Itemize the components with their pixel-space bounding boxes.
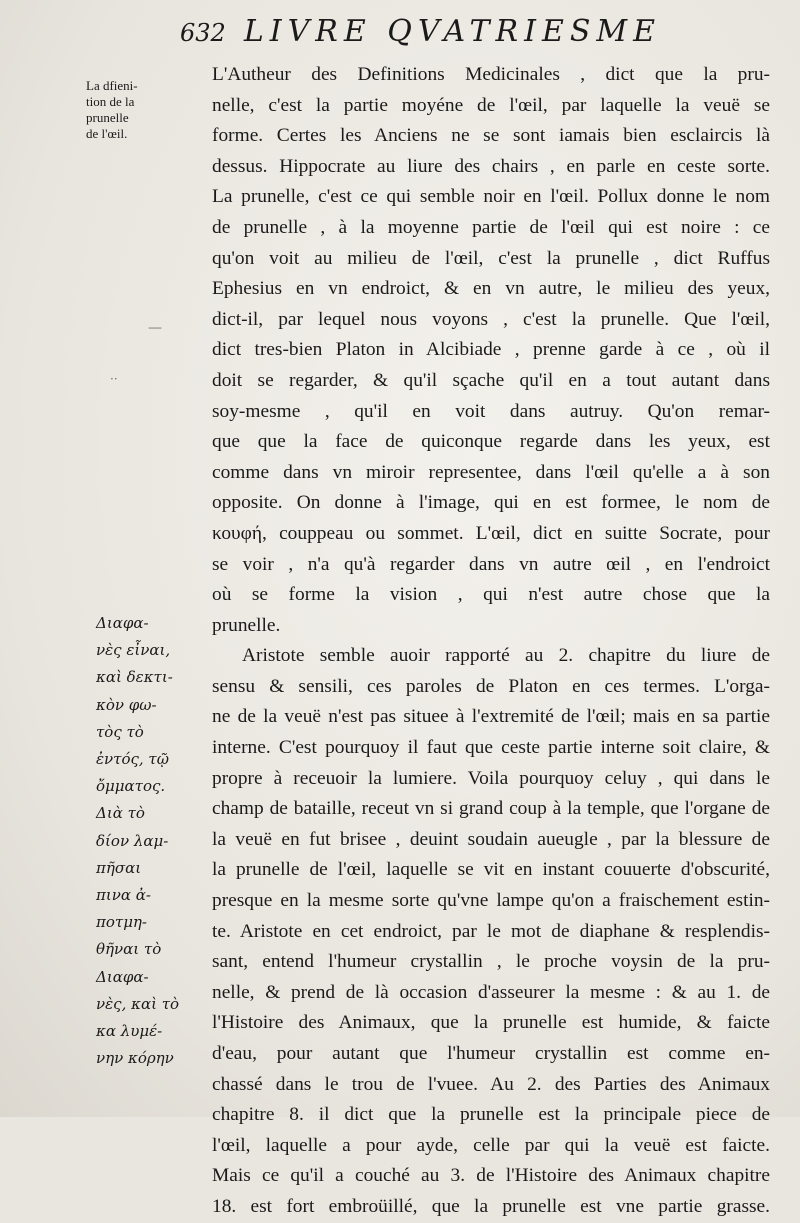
paragraph-2: [182, 641, 770, 1222]
text-line: prunelle.: [212, 614, 281, 636]
greek-line: Διαφα-: [96, 614, 149, 632]
greek-line: ὄμματος.: [96, 777, 166, 796]
text-line: Mais ce qu'il a couché au 3. de l'Histoire des Animaux chapitre: [212, 1165, 770, 1187]
greek-line: πινα ἀ-: [96, 886, 151, 905]
margin-mark: —: [148, 320, 162, 336]
text-line: presque en la mesme sorte qu'vne lampe qu'on a fraischement estin-: [212, 890, 770, 912]
text-line: chassé dans le trou de l'vuee. Au 2. des Parties des Animaux: [212, 1073, 770, 1095]
margin-note-line: tion de la: [86, 94, 135, 109]
greek-margin-note: [96, 610, 186, 1072]
text-line: opposite. On donne à l'image, qui en est formee, le nom de: [212, 492, 770, 514]
text-line: forme. Certes les Anciens ne se sont iamais bien esclaircis là: [212, 125, 770, 147]
greek-line: δίον λαμ-: [96, 831, 169, 850]
text-line: interne. C'est pourquoy il faut que ceste partie interne soit claire, &: [212, 737, 770, 759]
greek-line: καὶ δεκτι-: [96, 668, 173, 687]
text-line: L'Autheur des Definitions Medicinales , dict que la pru-: [212, 64, 770, 85]
text-line: Ephesius en vn endroict, & en vn autre, le milieu des yeux,: [212, 278, 770, 300]
text-line: soy-mesme , qu'il en voit dans autruy. Qu'on remar-: [212, 400, 770, 422]
text-line: te. Aristote en cet endroict, par le mot de diaphane & resplendis-: [212, 920, 770, 942]
greek-line: Διὰ τὸ: [96, 804, 145, 823]
text-line: dessus. Hippocrate au liure des chairs , en parle en ceste sorte.: [212, 155, 770, 177]
greek-line: τὸς τὸ: [96, 722, 144, 741]
text-line: champ de bataille, receut vn si grand coup à la temple, que l'organe de: [212, 798, 770, 820]
text-line: La prunelle, c'est ce qui semble noir en l'œil. Pollux donne le nom: [212, 186, 770, 208]
text-line: sensu & sensili, ces paroles de Platon en ces termes. L'orga-: [212, 675, 770, 697]
body-text: [182, 60, 770, 1223]
text-line: la veuë en fut brisee , deuint soudain aueugle , par la blessure de: [212, 828, 770, 850]
text-line: l'Histoire des Animaux, que la prunelle est humide, & faicte: [212, 1012, 770, 1034]
greek-line: ποτμη-: [96, 913, 147, 932]
text-line: nelle, & prend de là occasion d'asseurer la mesme : & au 1. de: [212, 981, 770, 1003]
margin-note-line: de l'œil.: [86, 126, 128, 141]
greek-line: κὸν φω-: [96, 695, 157, 714]
text-line: se voir , n'a qu'à regarder dans vn autre œil , en l'endroict: [212, 553, 770, 575]
text-line: nelle, c'est la partie moyéne de l'œil, par laquelle la veuë se: [212, 94, 770, 116]
greek-line: νην κόρην: [96, 1049, 174, 1068]
greek-line: ἐντός, τῷ: [96, 750, 169, 769]
text-line: que que la face de quiconque regarde dans les yeux, est: [212, 431, 770, 453]
text-line: sant, entend l'humeur crystallin , le proche voysin de la pru-: [212, 951, 770, 973]
page-header: [180, 14, 740, 54]
text-line: l'œil, laquelle a pour ayde, celle par qui la veuë est faicte.: [212, 1134, 770, 1156]
running-title: LIVRE QVATRIESME: [243, 14, 662, 49]
text-line: κουφή, couppeau ou sommet. L'œil, dict en suitte Socrate, pour: [212, 522, 770, 544]
page-number: 632: [180, 19, 226, 47]
greek-line: νὲς εἶναι,: [96, 641, 171, 660]
greek-line: κα λυμέ-: [96, 1022, 163, 1041]
margin-note: [86, 78, 166, 142]
greek-line: Διαφα-: [96, 967, 149, 986]
text-line: doit se regarder, & qu'il sçache qu'il en a tout autant dans: [212, 369, 770, 391]
text-line: qu'on voit au milieu de l'œil, c'est la prunelle , dict Ruffus: [212, 247, 770, 269]
text-line: 18. est fort embroüillé, que la prunelle est vne partie grasse.: [212, 1195, 770, 1217]
margin-mark: ··: [110, 372, 118, 386]
text-line: d'eau, pour autant que l'humeur crystallin est comme en-: [212, 1043, 770, 1064]
text-line: dict-il, par lequel nous voyons , c'est la prunelle. Que l'œil,: [212, 308, 770, 330]
text-line: dict tres-bien Platon in Alcibiade , prenne garde à ce , où il: [212, 339, 770, 361]
greek-line: πῆσαι: [96, 858, 142, 877]
margin-note-line: La dfieni-: [86, 78, 138, 93]
text-line: chapitre 8. il dict que la prunelle est la principale piece de: [212, 1104, 770, 1126]
greek-line: νὲς, καὶ τὸ: [96, 994, 180, 1013]
text-line: la prunelle de l'œil, laquelle se vit en instant couuerte d'obscurité,: [212, 859, 770, 881]
text-line: propre à receuoir la lumiere. Voila pourquoy celuy , qui dans le: [212, 767, 770, 789]
text-line: où se forme la vision , qui n'est autre chose que la: [212, 584, 770, 606]
text-line: ne de la veuë n'est pas situee à l'extremité de l'œil; mais en sa partie: [212, 706, 770, 728]
paragraph-1: [182, 60, 770, 641]
text-line: Aristote semble auoir rapporté au 2. chapitre du liure de: [242, 645, 770, 667]
text-line: de prunelle , à la moyenne partie de l'œil qui est noire : ce: [212, 216, 770, 238]
text-line: comme dans vn miroir representee, dans l'œil qu'elle a à son: [212, 461, 770, 483]
margin-note-line: prunelle: [86, 110, 129, 125]
greek-line: θῆναι τὸ: [96, 940, 162, 959]
